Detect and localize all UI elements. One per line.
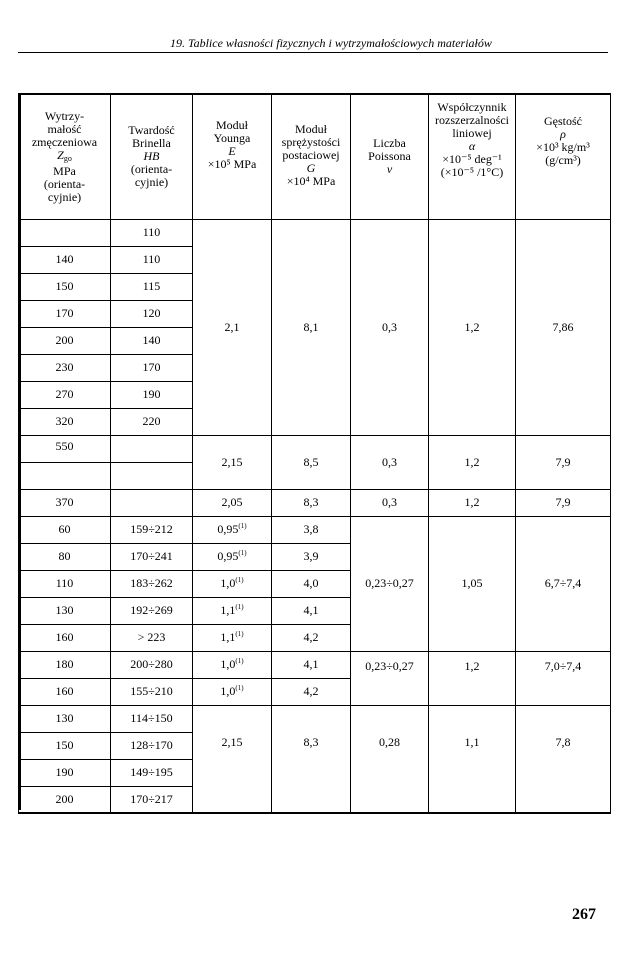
hb-cell: 149÷195: [111, 759, 193, 786]
zgo-cell: 200: [19, 786, 111, 813]
col-header-density: Gęstość ρ ×10³ kg/m³ (g/cm³): [516, 94, 611, 219]
table-row: [19, 489, 611, 516]
col-header-young: Moduł Younga E ×10⁵ MPa: [193, 94, 272, 219]
hb-cell: 114÷150: [111, 705, 193, 732]
hb-cell: 170÷241: [111, 543, 193, 570]
hb-cell: 220: [111, 408, 193, 435]
header-row: [19, 94, 611, 219]
hb-cell: 110: [111, 219, 193, 246]
expansion-cell: 1,2: [429, 435, 516, 489]
hb-cell: [111, 462, 193, 489]
shear-cell: 4,2: [272, 678, 351, 705]
poisson-cell: 0,3: [351, 219, 429, 435]
density-cell: 7,8: [516, 705, 611, 813]
shear-cell: 4,0: [272, 570, 351, 597]
hb-cell: 140: [111, 327, 193, 354]
col-header-brinell: Twardość Brinella HB (orienta- cyjnie): [111, 94, 193, 219]
col-header-shear: Moduł sprężystości postaciowej G ×10⁴ MPa: [272, 94, 351, 219]
hb-cell: 110: [111, 246, 193, 273]
zgo-cell: 160: [19, 624, 111, 651]
header-rule: [18, 52, 608, 53]
running-header: 19. Tablice własności fizycznych i wytrzymałościowych materiałów: [170, 36, 492, 50]
zgo-cell: 370: [19, 489, 111, 516]
col-header-fatigue: Wytrzy- małość zmęczeniowa $Z_{go}$ MPa (orienta- cyjnie): [19, 94, 111, 219]
zgo-cell: 130: [19, 597, 111, 624]
density-cell: 7,9: [516, 435, 611, 489]
table-row: [19, 516, 611, 543]
zgo-cell: 230: [19, 354, 111, 381]
zgo-cell: [19, 219, 111, 246]
expansion-cell: 1,05: [429, 516, 516, 651]
shear-cell: 8,3: [272, 705, 351, 813]
young-cell: 2,15: [193, 435, 272, 489]
zgo-cell: 150: [19, 732, 111, 759]
hb-cell: 192÷269: [111, 597, 193, 624]
table-row: [19, 705, 611, 732]
shear-cell: 3,9: [272, 543, 351, 570]
zgo-cell: 320: [19, 408, 111, 435]
page-number: 267: [572, 906, 596, 923]
table-left-rule: [18, 93, 21, 810]
expansion-cell: 1,1: [429, 705, 516, 813]
young-cell: 1,0$^{(1)}$: [193, 570, 272, 597]
young-cell: 1,0$^{(1)}$: [193, 678, 272, 705]
zgo-cell: 200: [19, 327, 111, 354]
col-header-expansion: Współczynnik rozszerzalności liniowej α ×10⁻⁵ deg⁻¹ (×10⁻⁵ /1°C): [429, 94, 516, 219]
zgo-cell: 180: [19, 651, 111, 678]
table-row: [19, 219, 611, 246]
poisson-cell: 0,23÷0,27: [351, 651, 429, 705]
poisson-cell: 0,23÷0,27: [351, 516, 429, 651]
zgo-cell: 270: [19, 381, 111, 408]
zgo-cell: 190: [19, 759, 111, 786]
young-cell: 2,1: [193, 219, 272, 435]
density-cell: 7,0÷7,4: [516, 651, 611, 705]
hb-cell: 200÷280: [111, 651, 193, 678]
expansion-cell: 1,2: [429, 219, 516, 435]
zgo-cell: 130: [19, 705, 111, 732]
hb-cell: 159÷212: [111, 516, 193, 543]
young-cell: 2,05: [193, 489, 272, 516]
density-cell: 7,9: [516, 489, 611, 516]
hb-cell: 128÷170: [111, 732, 193, 759]
hb-cell: 183÷262: [111, 570, 193, 597]
shear-cell: 8,3: [272, 489, 351, 516]
shear-cell: 4,2: [272, 624, 351, 651]
expansion-cell: 1,2: [429, 489, 516, 516]
zgo-cell: 550: [19, 435, 111, 462]
expansion-cell: 1,2: [429, 651, 516, 705]
hb-cell: 170: [111, 354, 193, 381]
young-cell: 2,15: [193, 705, 272, 813]
young-cell: 1,0$^{(1)}$: [193, 651, 272, 678]
zgo-cell: 80: [19, 543, 111, 570]
table-row: [19, 435, 611, 462]
hb-cell: 120: [111, 300, 193, 327]
zgo-cell: 160: [19, 678, 111, 705]
shear-cell: 8,5: [272, 435, 351, 489]
young-cell: 0,95$^{(1)}$: [193, 516, 272, 543]
zgo-cell: 170: [19, 300, 111, 327]
hb-cell: 115: [111, 273, 193, 300]
zgo-cell: 150: [19, 273, 111, 300]
col-header-poisson: Liczba Poissona ν: [351, 94, 429, 219]
poisson-cell: 0,3: [351, 489, 429, 516]
hb-cell: 170÷217: [111, 786, 193, 813]
properties-table: [18, 93, 611, 814]
hb-cell: [111, 489, 193, 516]
shear-cell: 4,1: [272, 651, 351, 678]
young-cell: 0,95$^{(1)}$: [193, 543, 272, 570]
zgo-cell: 60: [19, 516, 111, 543]
hb-cell: 155÷210: [111, 678, 193, 705]
zgo-cell: 140: [19, 246, 111, 273]
shear-cell: 3,8: [272, 516, 351, 543]
hb-cell: > 223: [111, 624, 193, 651]
young-cell: 1,1$^{(1)}$: [193, 597, 272, 624]
density-cell: 6,7÷7,4: [516, 516, 611, 651]
hb-cell: [111, 435, 193, 462]
density-cell: 7,86: [516, 219, 611, 435]
hb-cell: 190: [111, 381, 193, 408]
shear-cell: 4,1: [272, 597, 351, 624]
zgo-cell: 110: [19, 570, 111, 597]
young-cell: 1,1$^{(1)}$: [193, 624, 272, 651]
table-row: [19, 651, 611, 678]
poisson-cell: 0,3: [351, 435, 429, 489]
shear-cell: 8,1: [272, 219, 351, 435]
poisson-cell: 0,28: [351, 705, 429, 813]
zgo-cell: [19, 462, 111, 489]
